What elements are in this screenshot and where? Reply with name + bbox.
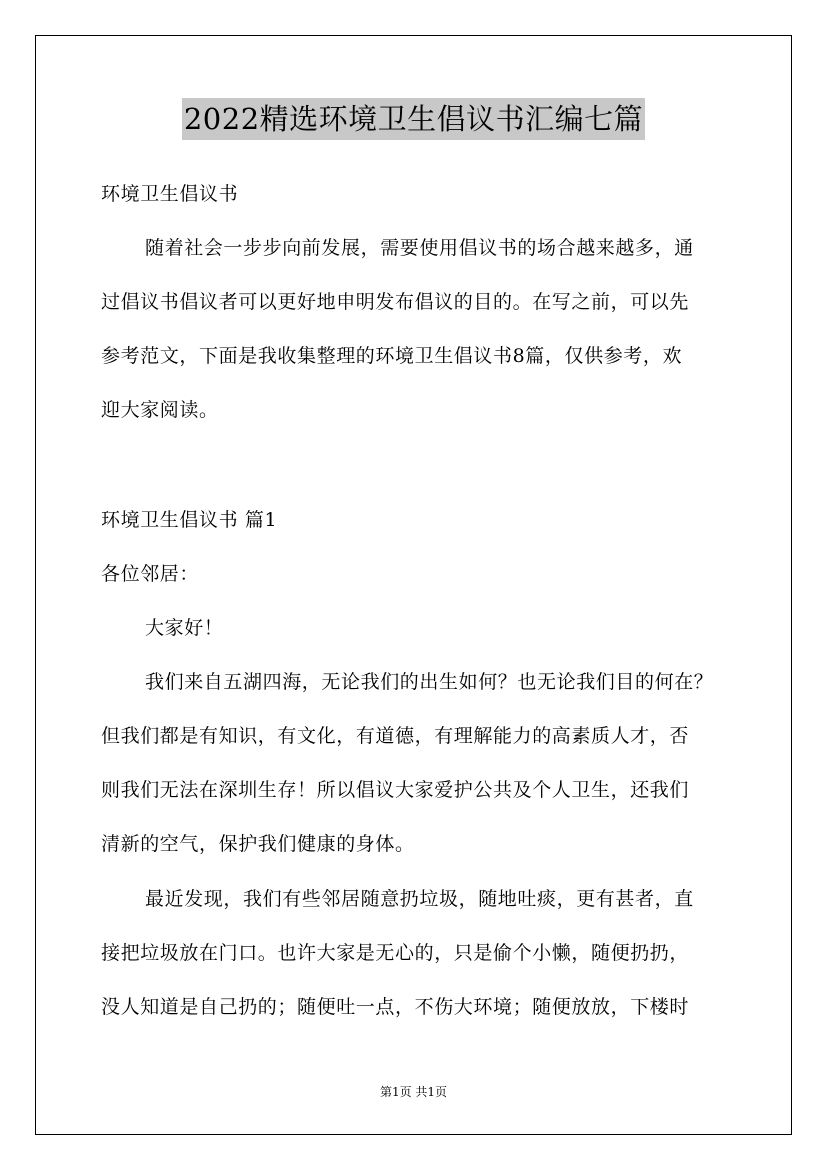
paragraph-line: 但我们都是有知识，有文化，有道德，有理解能力的高素质人才，否: [101, 725, 690, 747]
document-title: 2022精选环境卫生倡议书汇编七篇: [182, 98, 645, 140]
section-heading: 环境卫生倡议书: [101, 183, 239, 205]
paragraph-line: 我们来自五湖四海，无论我们的出生如何？也无论我们目的何在？: [145, 671, 714, 693]
page-footer: 第1页 共1页: [379, 1085, 448, 1099]
intro-line: 迎大家阅读。: [101, 399, 219, 421]
paragraph-line: 最近发现，我们有些邻居随意扔垃圾，随地吐痰，更有甚者，直: [145, 888, 694, 910]
intro-line: 随着社会一步步向前发展，需要使用倡议书的场合越来越多，通: [145, 237, 694, 259]
paragraph-line: 没人知道是自己扔的；随便吐一点，不伤大环境；随便放放，下楼时: [101, 996, 690, 1018]
title-container: [0, 98, 827, 140]
paragraph-line: 清新的空气，保护我们健康的身体。: [101, 833, 415, 855]
intro-line: 过倡议书倡议者可以更好地申明发布倡议的目的。在写之前，可以先: [101, 291, 690, 313]
article-heading: 环境卫生倡议书 篇1: [101, 509, 278, 531]
greeting: 大家好！: [145, 617, 224, 639]
paragraph-line: 则我们无法在深圳生存！所以倡议大家爱护公共及个人卫生，还我们: [101, 779, 690, 801]
paragraph-line: 接把垃圾放在门口。也许大家是无心的，只是偷个小懒，随便扔扔，: [101, 942, 690, 964]
intro-line: 参考范文，下面是我收集整理的环境卫生倡议书8篇，仅供参考，欢: [101, 345, 683, 367]
salutation: 各位邻居：: [101, 563, 200, 585]
